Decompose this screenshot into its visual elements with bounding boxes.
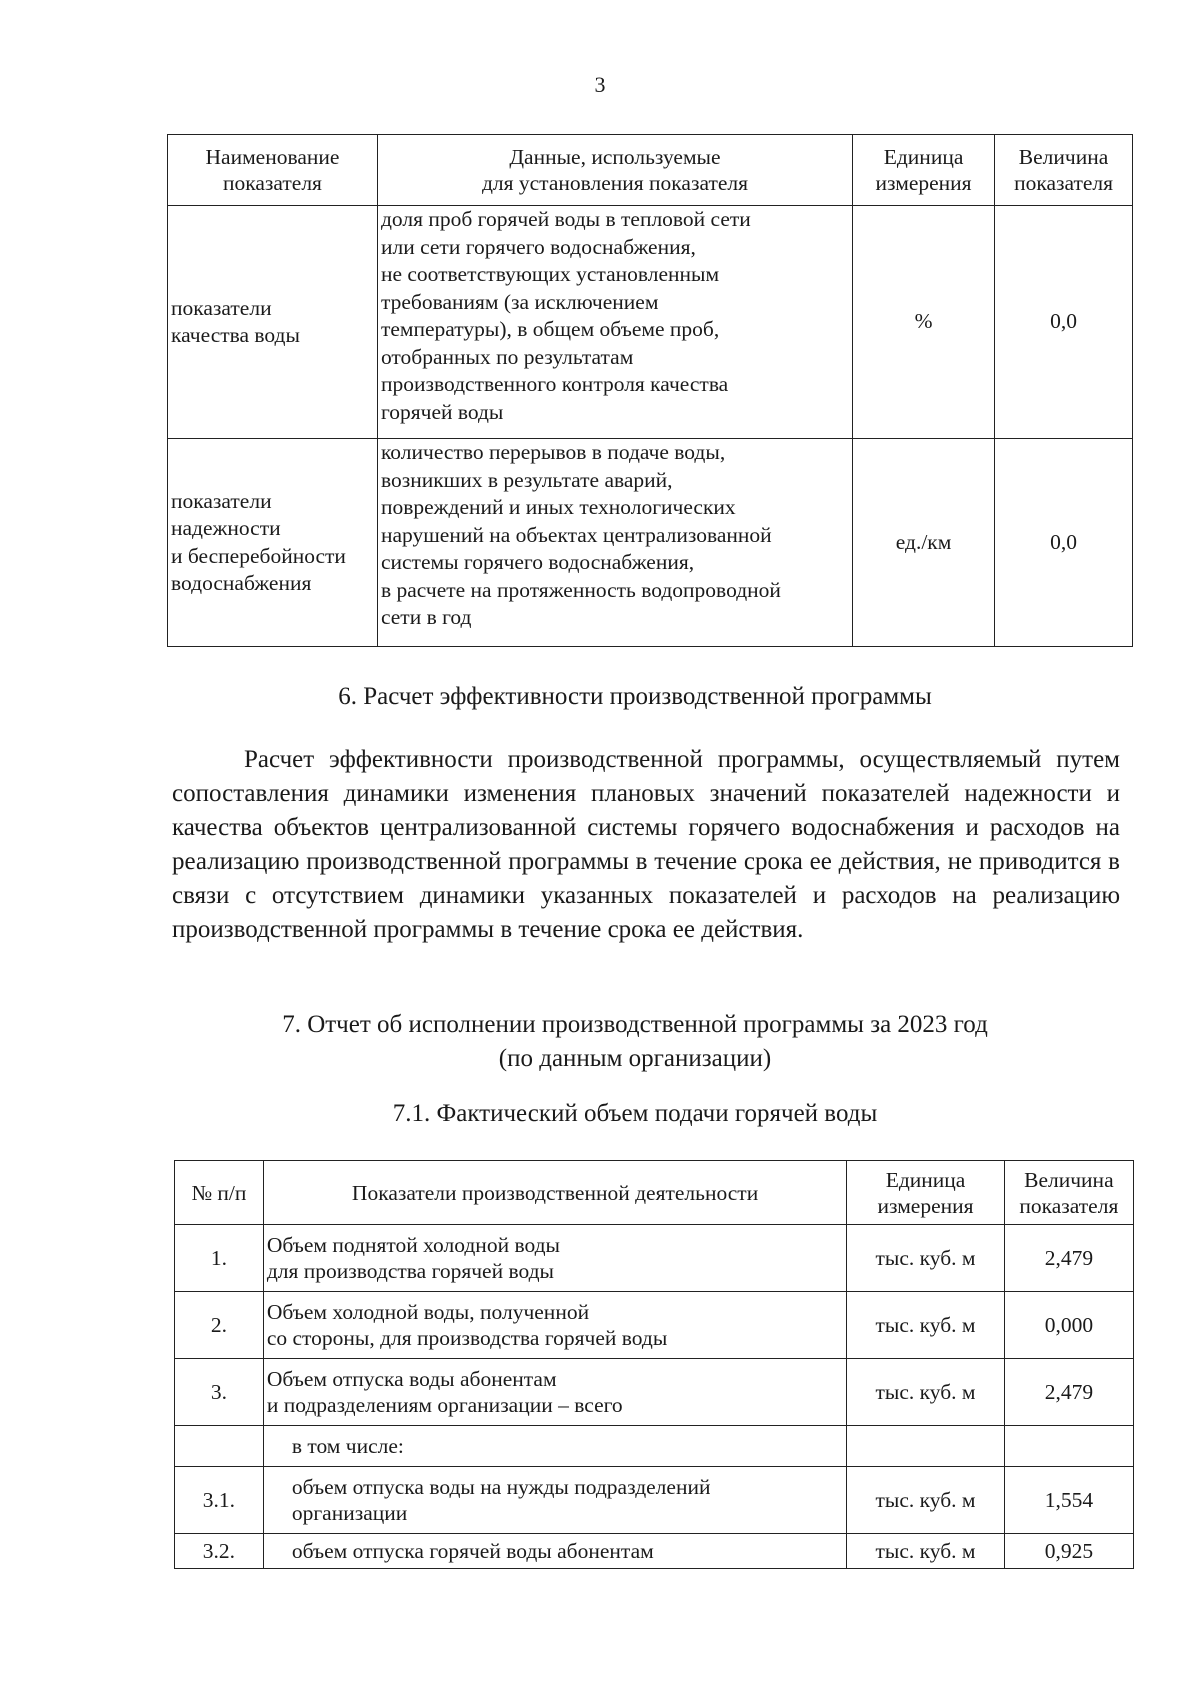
indicators-table (167, 134, 1133, 647)
table-row (175, 1426, 1134, 1467)
row-value: 1,554 (1004, 1467, 1133, 1534)
indicator-value: 0,0 (995, 439, 1133, 647)
row-unit: тыс. куб. м (847, 1292, 1004, 1359)
table-row (175, 1467, 1134, 1534)
row-unit: тыс. куб. м (847, 1534, 1004, 1569)
row-label: объем отпуска горячей воды абонентам (263, 1534, 846, 1569)
indicators-header-row (168, 135, 1133, 206)
table-row (175, 1534, 1134, 1569)
table-row (168, 439, 1133, 647)
row-label: в том числе: (263, 1426, 846, 1467)
indicator-data: доля проб горячей воды в тепловой сети или сети горячего водоснабжения, не соответствующих установленным требованиям (за исключением температуры), в общем объеме проб, отобранных по результатам производственного контроля качества горячей воды (377, 206, 852, 439)
indicator-value: 0,0 (995, 206, 1133, 439)
table-row (175, 1225, 1134, 1292)
header-value: Величина показателя (1004, 1161, 1133, 1225)
row-value: 2,479 (1004, 1225, 1133, 1292)
section-6-paragraph: Расчет эффективности производственной программы, осуществляемый путем сопоставления динамики изменения плановых значений показателей надежности и качества объектов централизованной системы горячего водоснабжения и расходов на реализацию производственной программы в течение срока ее действия, не приводится в связи с отсутствием динамики указанных показателей и расходов на реализацию производственной программы в течение срока ее действия. (172, 746, 1120, 943)
header-unit: Единица измерения (853, 135, 995, 206)
section-7-title: 7. Отчет об исполнении производственной программы за 2023 год (по данным организации) (282, 1011, 988, 1072)
row-number: 3.2. (175, 1534, 264, 1569)
table-row (175, 1359, 1134, 1426)
indicator-data: количество перерывов в подаче воды, возникших в результате аварий, повреждений и иных технологических нарушений на объектах централизованной системы горячего водоснабжения, в расчете на протяженность водопроводной сети в год (377, 439, 852, 647)
header-unit: Единица измерения (847, 1161, 1004, 1225)
row-number (175, 1426, 264, 1467)
header-indicator-data: Данные, используемые для установления показателя (377, 135, 852, 206)
row-number: 2. (175, 1292, 264, 1359)
row-label: объем отпуска воды на нужды подразделений организации (263, 1467, 846, 1534)
table-row (175, 1292, 1134, 1359)
row-number: 3. (175, 1359, 264, 1426)
header-value: Величина показателя (995, 135, 1133, 206)
header-activity: Показатели производственной деятельности (263, 1161, 846, 1225)
page-number: 3 (594, 72, 606, 97)
indicator-unit: % (853, 206, 995, 439)
row-number: 3.1. (175, 1467, 264, 1534)
section-7-1-title: 7.1. Фактический объем подачи горячей воды (392, 1100, 878, 1127)
row-number: 1. (175, 1225, 264, 1292)
section-6-title: 6. Расчет эффективности производственной программы (338, 683, 932, 710)
indicator-name: показатели качества воды (168, 206, 378, 439)
row-unit: тыс. куб. м (847, 1225, 1004, 1292)
row-unit: тыс. куб. м (847, 1467, 1004, 1534)
row-value: 0,925 (1004, 1534, 1133, 1569)
row-label: Объем холодной воды, полученной со стороны, для производства горячей воды (263, 1292, 846, 1359)
header-indicator-name: Наименование показателя (168, 135, 378, 206)
table-row (168, 206, 1133, 439)
row-value (1004, 1426, 1133, 1467)
row-unit: тыс. куб. м (847, 1359, 1004, 1426)
row-label: Объем отпуска воды абонентам и подразделениям организации – всего (263, 1359, 846, 1426)
header-number: № п/п (175, 1161, 264, 1225)
volumes-table (174, 1160, 1134, 1569)
indicator-name: показатели надежности и бесперебойности водоснабжения (168, 439, 378, 647)
row-value: 0,000 (1004, 1292, 1133, 1359)
row-value: 2,479 (1004, 1359, 1133, 1426)
row-label: Объем поднятой холодной воды для производства горячей воды (263, 1225, 846, 1292)
volumes-header-row (175, 1161, 1134, 1225)
indicator-unit: ед./км (853, 439, 995, 647)
row-unit (847, 1426, 1004, 1467)
